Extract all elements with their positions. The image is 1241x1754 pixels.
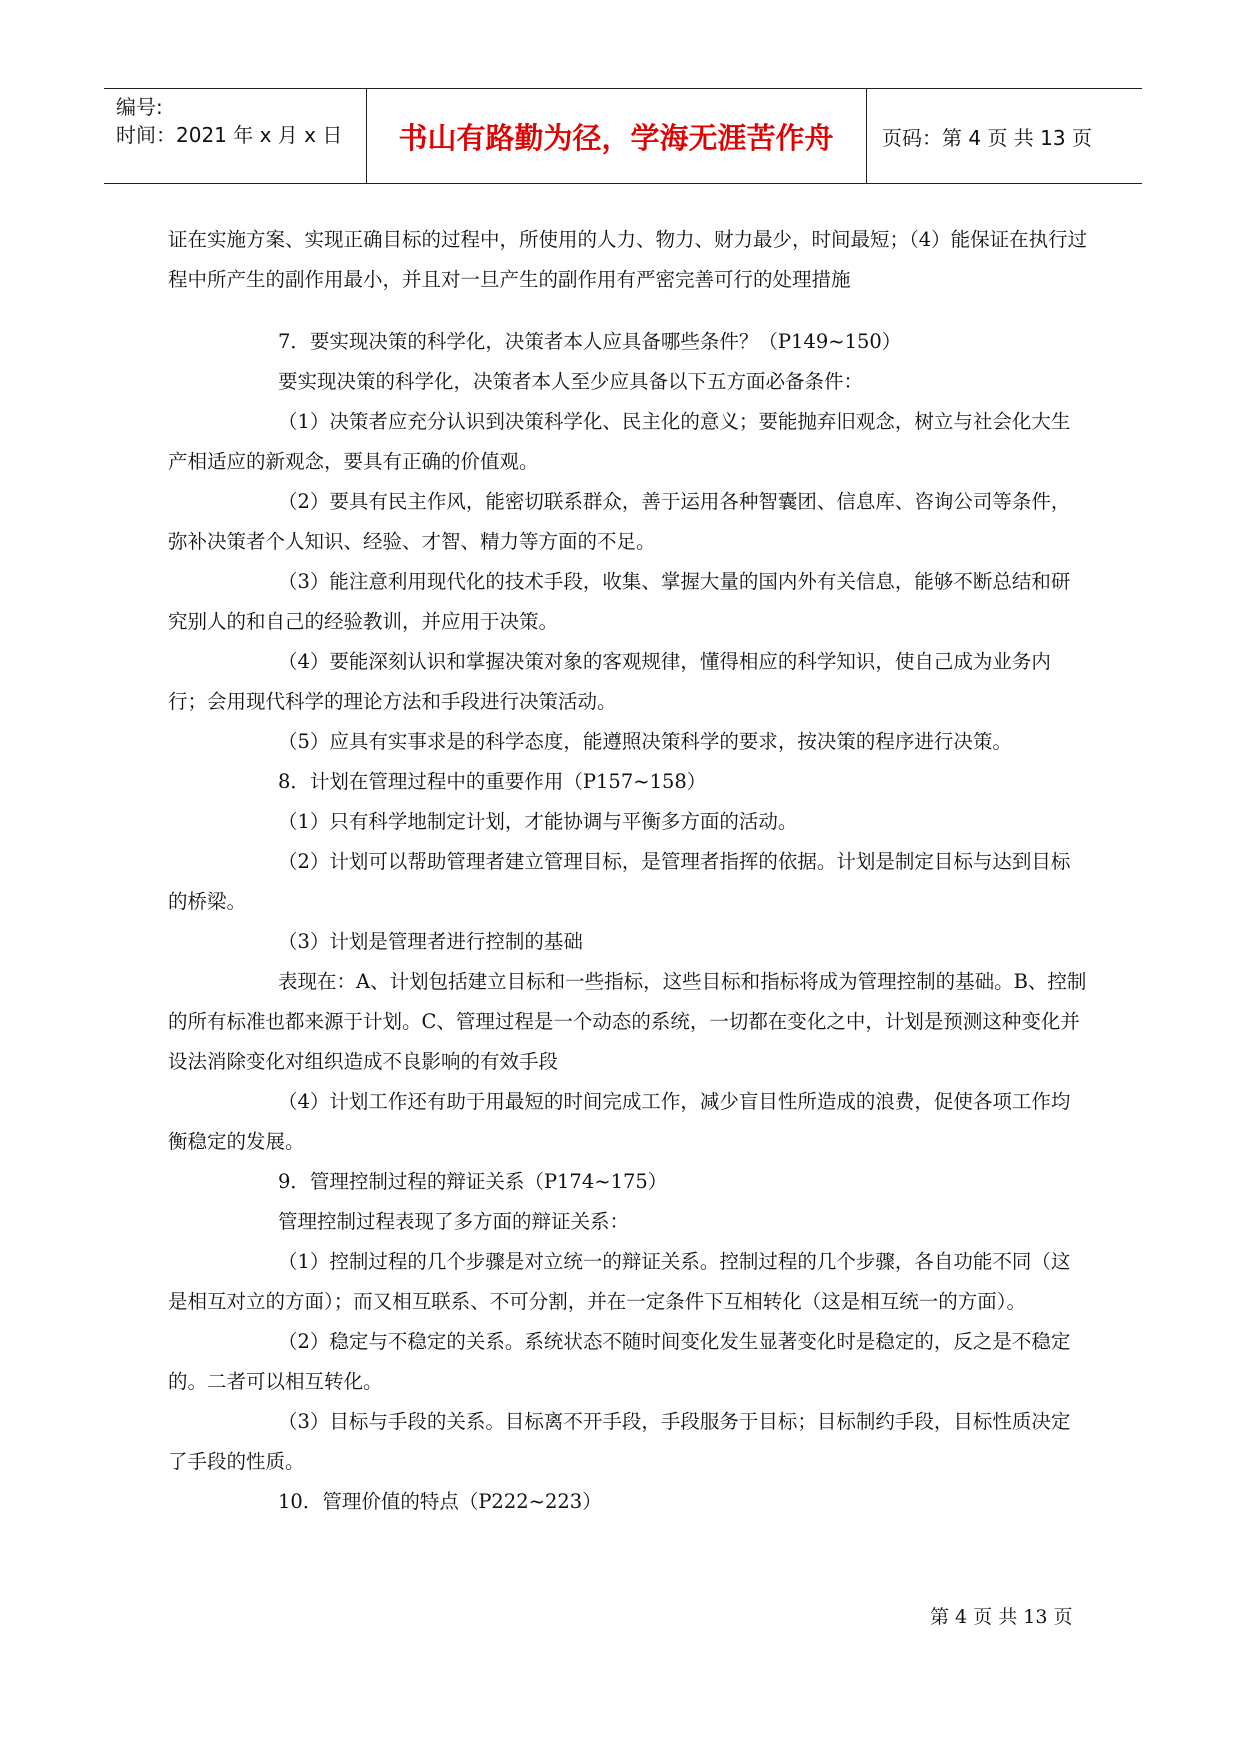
body-paragraph: （1）决策者应充分认识到决策科学化、民主化的意义；要能抛弃旧观念，树立与社会化大生产相适应的新观念，要具有正确的价值观。 [168,410,1071,473]
body-paragraph: （1）只有科学地制定计划，才能协调与平衡多方面的活动。 [278,810,798,833]
body-paragraph: 管理控制过程表现了多方面的辩证关系： [278,1210,630,1233]
document-number-label: 编号: [116,95,163,119]
page-header [104,88,1142,184]
document-body [168,220,1088,1522]
body-paragraph: （2）要具有民主作风，能密切联系群众，善于运用各种智囊团、信息库、咨询公司等条件，弥补决策者个人知识、经验、才智、精力等方面的不足。 [168,490,1071,553]
header-meta [116,93,366,149]
body-paragraph: （4）计划工作还有助于用最短的时间完成工作，减少盲目性所造成的浪费，促使各项工作均衡稳定的发展。 [168,1090,1071,1153]
body-paragraph: （4）要能深刻认识和掌握决策对象的客观规律，懂得相应的科学知识，使自己成为业务内行；会用现代科学的理论方法和手段进行决策活动。 [168,650,1051,713]
header-divider [366,89,367,183]
body-paragraph: 要实现决策的科学化，决策者本人至少应具备以下五方面必备条件： [278,370,864,393]
body-paragraph: 证在实施方案、实现正确目标的过程中，所使用的人力、物力、财力最少，时间最短；（4）能保证在执行过程中所产生的副作用最小，并且对一旦产生的副作用有严密完善可行的处理措施 [168,228,1088,291]
document-time-label: 时间：2021 年 x 月 x 日 [116,123,343,147]
body-paragraph: （3）能注意利用现代化的技术手段，收集、掌握大量的国内外有关信息，能够不断总结和研究别人的和自己的经验教训，并应用于决策。 [168,570,1071,633]
body-paragraph: （2）稳定与不稳定的关系。系统状态不随时间变化发生显著变化时是稳定的，反之是不稳定的。二者可以相互转化。 [168,1330,1071,1393]
body-paragraph: 8．计划在管理过程中的重要作用（P157~158） [278,770,707,793]
header-page-code: 页码：第 4 页 共 13 页 [882,125,1092,150]
body-paragraph: （5）应具有实事求是的科学态度，能遵照决策科学的要求，按决策的程序进行决策。 [278,730,1012,753]
page-footer: 第 4 页 共 13 页 [930,1606,1073,1628]
body-paragraph: （2）计划可以帮助管理者建立管理目标，是管理者指挥的依据。计划是制定目标与达到目标的桥梁。 [168,850,1071,913]
body-paragraph: 7．要实现决策的科学化，决策者本人应具备哪些条件？（P149~150） [278,330,902,353]
body-paragraph: 10．管理价值的特点（P222~223） [278,1490,602,1513]
body-paragraph: （1）控制过程的几个步骤是对立统一的辩证关系。控制过程的几个步骤，各自功能不同（这是相互对立的方面）；而又相互联系、不可分割，并在一定条件下互相转化（这是相互统一的方面）。 [168,1250,1071,1313]
header-motto: 书山有路勤为径，学海无涯苦作舟 [398,120,834,155]
body-paragraph: （3）计划是管理者进行控制的基础 [278,930,583,953]
body-paragraph: （3）目标与手段的关系。目标离不开手段，手段服务于目标；目标制约手段，目标性质决定了手段的性质。 [168,1410,1071,1473]
header-divider [866,89,867,183]
body-paragraph: 表现在：A、计划包括建立目标和一些指标，这些目标和指标将成为管理控制的基础。B、控制的所有标准也都来源于计划。C、管理过程是一个动态的系统，一切都在变化之中，计划是预测这种变化并设法消除变化对组织造成不良影响的有效手段 [168,970,1087,1073]
body-paragraph: 9．管理控制过程的辩证关系（P174~175） [278,1170,668,1193]
